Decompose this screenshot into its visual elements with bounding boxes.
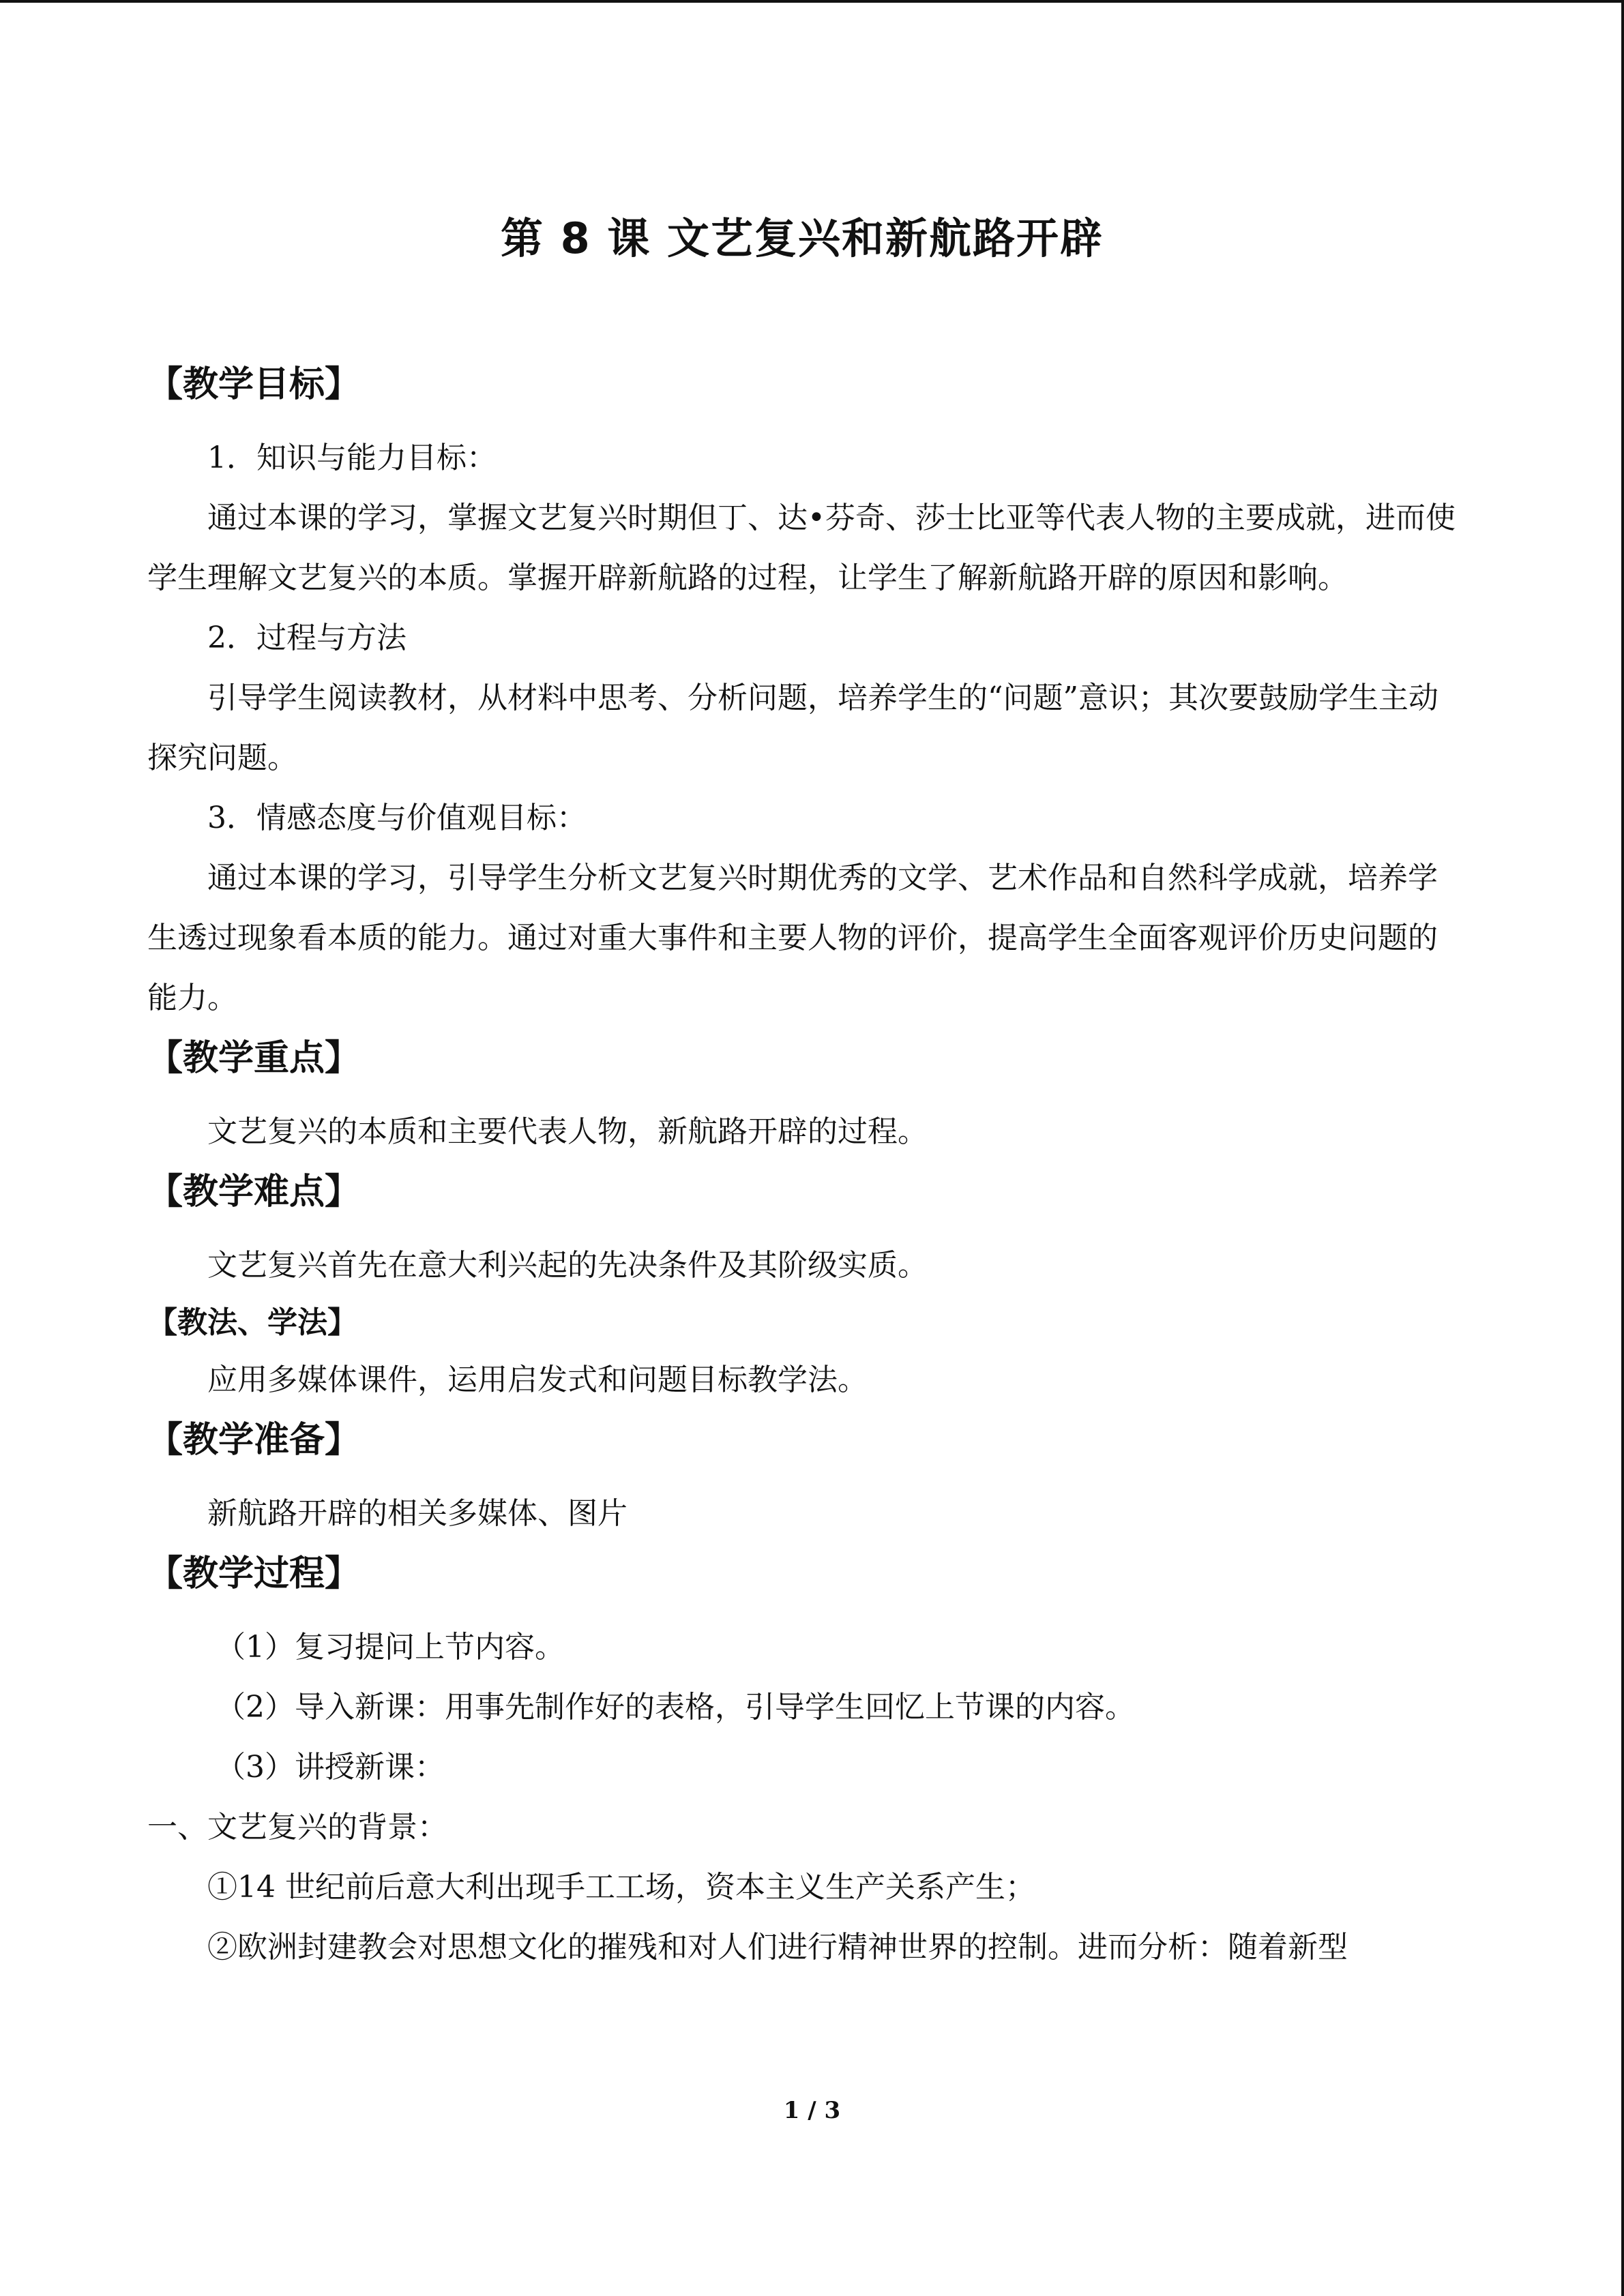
process-step-2: （2）导入新课：用事先制作好的表格，引导学生回忆上节课的内容。 [216,1690,1135,1725]
methods-heading: 【教法、学法】 [147,1305,357,1340]
difficulties-heading: 【教学难点】 [147,1172,361,1212]
process-step-3: （3）讲授新课： [216,1750,445,1785]
objective-3-label: 3．情感态度与价值观目标： [207,801,587,835]
objective-1-text: 通过本课的学习，掌握文艺复兴时期但丁、达•芬奇、莎士比亚等代表人物的主要成就，进而使学生理解文艺复兴的本质。掌握开辟新航路的过程，让学生了解新航路开辟的原因和影响。 [147,501,1456,595]
objectives-heading: 【教学目标】 [147,364,361,405]
process-heading: 【教学过程】 [147,1553,361,1594]
objective-2-text: 引导学生阅读教材，从材料中思考、分析问题，培养学生的“问题”意识；其次要鼓励学生主动探究问题。 [147,681,1438,775]
preparation-heading: 【教学准备】 [147,1420,361,1461]
process-step-1: （1）复习提问上节内容。 [216,1630,565,1665]
objective-2-label: 2．过程与方法 [207,621,407,655]
top-border [0,0,1624,3]
section-objectives [147,355,1457,1028]
methods-text: 应用多媒体课件，运用启发式和问题目标教学法。 [207,1362,868,1397]
section-methods [147,1296,1457,1410]
section-key-points [147,1028,1457,1162]
section-preparation [147,1410,1457,1544]
objective-3-text: 通过本课的学习，引导学生分析文艺复兴时期优秀的文学、艺术作品和自然科学成就，培养学生透过现象看本质的能力。通过对重大事件和主要人物的评价，提高学生全面客观评价历史问题的能力。 [147,861,1438,1015]
section-difficulties [147,1162,1457,1296]
preparation-text: 新航路开辟的相关多媒体、图片 [207,1496,628,1531]
page-number: 1 / 3 [783,2097,841,2124]
background-1: ①14 世纪前后意大利出现手工工场，资本主义生产关系产生； [207,1870,1035,1905]
page-title: 第 8 课 文艺复兴和新航路开辟 [501,213,1104,263]
key-points-text: 文艺复兴的本质和主要代表人物，新航路开辟的过程。 [207,1114,928,1149]
section-process [147,1544,1457,1978]
objective-1-label: 1．知识与能力目标： [207,441,497,475]
right-border [1621,0,1624,2296]
difficulties-text: 文艺复兴首先在意大利兴起的先决条件及其阶级实质。 [207,1248,928,1283]
part-1-title: 一、文艺复兴的背景： [147,1810,447,1845]
document-page [147,205,1457,1978]
key-points-heading: 【教学重点】 [147,1038,361,1079]
background-2: ②欧洲封建教会对思想文化的摧残和对人们进行精神世界的控制。进而分析：随着新型 [207,1930,1348,1965]
